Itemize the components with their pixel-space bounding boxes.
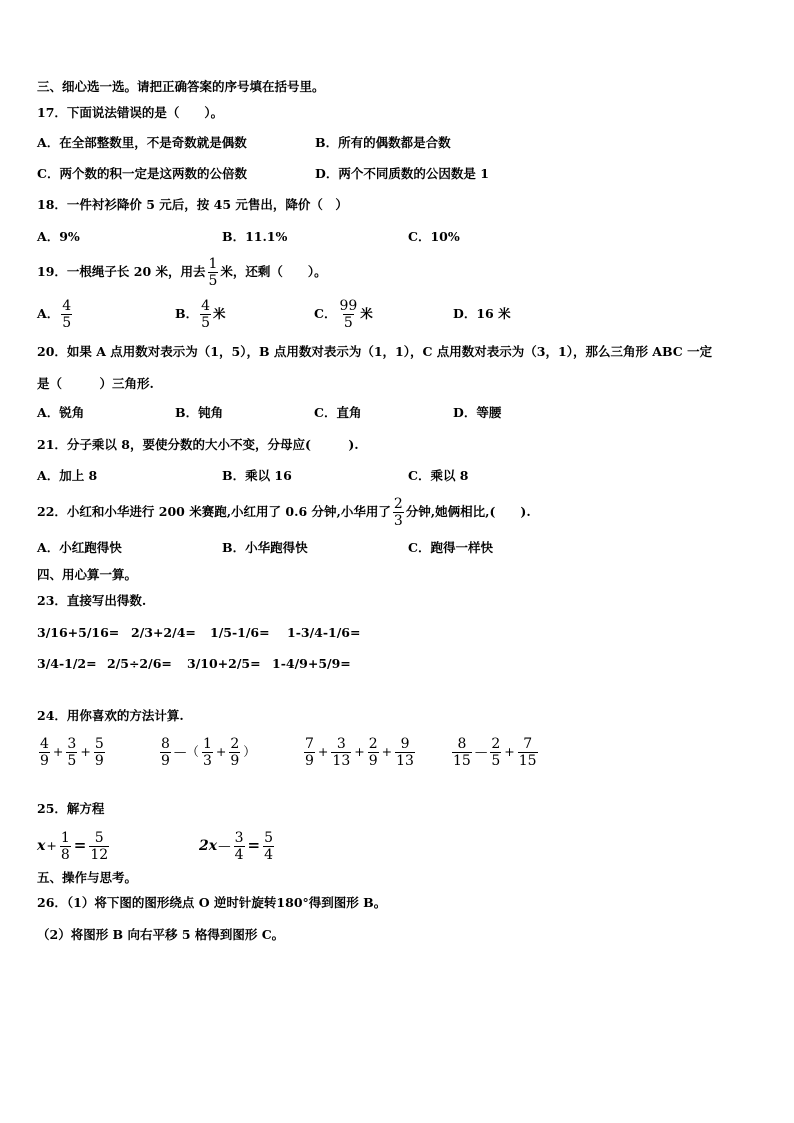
q18-option-c: C．10% <box>408 229 460 244</box>
q22-stem <box>37 495 531 529</box>
q21-option-c: C．乘以 8 <box>408 468 469 483</box>
q23-item: 3/16+5/16= <box>37 625 120 640</box>
fraction <box>66 737 77 768</box>
q24-expression-3 <box>302 733 417 771</box>
q22-fraction <box>393 497 404 528</box>
q17-option-c: C．两个数的积一定是这两数的公倍数 <box>37 166 247 181</box>
fraction <box>368 737 379 768</box>
fraction-denominator: 15 <box>518 753 537 769</box>
q19-stem <box>37 255 327 289</box>
q22-text-pre: 22．小红和小华进行 200 米赛跑,小红用了 0.6 分钟,小华用了 <box>37 504 391 519</box>
q21-option-a: A．加上 8 <box>37 468 98 483</box>
section-5-heading: 五、操作与思考。 <box>37 870 138 885</box>
operator: + <box>504 744 515 759</box>
fraction <box>160 737 171 768</box>
q23-item: 2/5÷2/6= <box>107 656 172 671</box>
fraction-numerator: 8 <box>161 736 170 752</box>
q19-option-d: D．16 米 <box>453 306 511 321</box>
q17-option-b: B．所有的偶数都是合数 <box>315 135 451 150</box>
q20-option-d: D．等腰 <box>453 405 502 420</box>
q17-stem: 17．下面说法错误的是（ ）。 <box>37 105 224 120</box>
q20-stem-line-1: 20．如果 A 点用数对表示为（1，5），B 点用数对表示为（1，1），C 点用数对表示为（3，1），那么三角形 ABC 一定 <box>37 344 713 359</box>
q19-option-b <box>175 297 226 331</box>
q20-option-c: C．直角 <box>314 405 362 420</box>
fraction-numerator: 5 <box>94 830 104 846</box>
fraction <box>94 737 105 768</box>
fraction-denominator: 9 <box>161 753 170 769</box>
q24-expression-1 <box>37 733 107 771</box>
fraction-denominator: 5 <box>62 315 72 331</box>
operator: + <box>317 744 329 759</box>
fraction <box>202 737 213 768</box>
operator: + <box>215 744 227 759</box>
fraction-denominator: 5 <box>491 753 501 769</box>
section-4-heading: 四、用心算一算。 <box>37 567 138 582</box>
q23-item: 3/4-1/2= <box>37 656 97 671</box>
fraction-numerator: 99 <box>339 298 358 314</box>
q25-equation-1 <box>37 826 111 865</box>
fraction-denominator: 15 <box>453 753 471 769</box>
q23-item: 1-3/4-1/6= <box>287 625 361 640</box>
q23-item: 1/5-1/6= <box>210 625 270 640</box>
q19-fraction-numerator: 1 <box>208 256 218 272</box>
fraction-numerator: 1 <box>202 736 212 752</box>
q19-option-b-unit: 米 <box>213 306 226 321</box>
q19-option-b-label: B． <box>175 306 199 321</box>
operator: + <box>80 744 91 759</box>
equals-sign: = <box>247 836 261 854</box>
fraction <box>263 831 274 862</box>
fraction-numerator: 2 <box>368 736 378 752</box>
q20-option-b: B．钝角 <box>175 405 224 420</box>
fraction-numerator: 8 <box>457 736 467 752</box>
fraction <box>304 737 315 768</box>
fraction-numerator: 7 <box>523 736 533 752</box>
fraction-denominator: 3 <box>202 753 212 769</box>
q19-option-a <box>37 297 74 331</box>
fraction <box>89 831 109 862</box>
fraction-denominator: 4 <box>264 847 274 863</box>
fraction-denominator: 9 <box>40 753 49 769</box>
fraction-numerator: 7 <box>305 736 314 752</box>
fraction <box>229 737 240 768</box>
q19-option-c-unit: 米 <box>360 306 373 321</box>
fraction-denominator: 8 <box>60 847 70 863</box>
q19-fraction <box>208 257 219 288</box>
q19-option-a-label: A． <box>37 306 60 321</box>
q20-option-a: A．锐角 <box>37 405 85 420</box>
operator: ） <box>243 744 256 759</box>
q24-expression-2 <box>158 733 257 771</box>
fraction-numerator: 1 <box>60 830 70 846</box>
q26-line-2: （2）将图形 B 向右平移 5 格得到图形 C。 <box>37 927 285 942</box>
fraction-numerator: 5 <box>264 830 274 846</box>
q26-line-1: 26．（1）将下图的图形绕点 O 逆时针旋转180°得到图形 B。 <box>37 895 387 910</box>
operator: —（ <box>173 744 199 759</box>
q18-stem: 18．一件衬衫降价 5 元后，按 45 元售出，降价（ ） <box>37 197 348 212</box>
operator: — <box>474 744 488 759</box>
fraction-denominator: 5 <box>343 315 353 331</box>
q24-stem: 24．用你喜欢的方法计算. <box>37 708 184 723</box>
fraction-denominator: 9 <box>368 753 378 769</box>
fraction <box>518 737 538 768</box>
q21-stem: 21．分子乘以 8，要使分数的大小不变，分母应( ). <box>37 437 359 452</box>
fraction-numerator: 9 <box>400 736 410 752</box>
operator: + <box>52 744 64 759</box>
q19-text-post: 米，还剩（ ）。 <box>220 264 327 279</box>
q23-item: 3/10+2/5= <box>187 656 261 671</box>
fraction <box>395 737 415 768</box>
q17-option-a: A．在全部整数里，不是奇数就是偶数 <box>37 135 247 150</box>
q23-stem: 23．直接写出得数. <box>37 593 147 608</box>
fraction-denominator: 12 <box>90 847 109 863</box>
fraction-numerator: 4 <box>201 298 210 314</box>
fraction <box>452 737 472 768</box>
q21-option-b: B．乘以 16 <box>222 468 292 483</box>
variable: x <box>37 838 46 854</box>
fraction-denominator: 9 <box>94 753 104 769</box>
fraction-numerator: 2 <box>491 736 501 752</box>
q19-option-c-label: C． <box>314 306 337 321</box>
fraction-numerator: 2 <box>230 736 240 752</box>
q25-stem: 25．解方程 <box>37 801 105 816</box>
fraction-numerator: 3 <box>336 736 346 752</box>
operator: + <box>354 744 365 759</box>
q18-option-b: B．11.1% <box>222 229 288 244</box>
q23-item: 1-4/9+5/9= <box>272 656 351 671</box>
equals-sign: = <box>73 836 87 854</box>
q22-text-post: 分钟,她俩相比,( ). <box>405 504 531 519</box>
q23-item: 2/3+2/4= <box>131 625 196 640</box>
variable: 2x <box>199 838 218 854</box>
fraction-numerator: 3 <box>234 830 244 846</box>
operator: + <box>381 744 393 759</box>
fraction-denominator: 13 <box>396 753 414 769</box>
fraction-numerator: 5 <box>94 736 104 752</box>
q24-expression-4 <box>450 733 540 771</box>
q18-option-a: A．9% <box>37 229 80 244</box>
fraction-denominator: 9 <box>305 753 314 769</box>
fraction-numerator: 4 <box>62 298 72 314</box>
q19-fraction-denominator: 5 <box>208 273 218 289</box>
q17-option-d: D．两个不同质数的公因数是 1 <box>315 166 489 181</box>
fraction <box>234 831 245 862</box>
q19-option-b-fraction <box>200 299 211 330</box>
operator: + <box>46 838 57 853</box>
fraction <box>490 737 501 768</box>
q22-option-c: C．跑得一样快 <box>408 540 493 555</box>
q20-stem-line-2: 是（ ）三角形. <box>37 376 154 391</box>
q19-option-c <box>314 297 373 331</box>
q19-text-pre: 19．一根绳子长 20 米，用去 <box>37 264 206 279</box>
fraction-denominator: 5 <box>67 753 77 769</box>
q22-fraction-numerator: 2 <box>393 496 403 512</box>
q22-option-a: A．小红跑得快 <box>37 540 122 555</box>
fraction-denominator: 9 <box>230 753 240 769</box>
operator: — <box>218 838 231 853</box>
fraction-denominator: 13 <box>332 753 351 769</box>
q25-equation-2 <box>199 826 276 865</box>
q19-option-c-fraction <box>338 299 358 330</box>
fraction-numerator: 3 <box>67 736 77 752</box>
q22-fraction-denominator: 3 <box>393 513 403 529</box>
section-3-heading: 三、细心选一选。请把正确答案的序号填在括号里。 <box>37 79 325 94</box>
q22-option-b: B．小华跑得快 <box>222 540 308 555</box>
fraction <box>331 737 351 768</box>
fraction <box>60 831 71 862</box>
fraction-denominator: 4 <box>234 847 244 863</box>
q19-option-a-fraction <box>61 299 72 330</box>
fraction <box>39 737 50 768</box>
fraction-numerator: 4 <box>40 736 49 752</box>
fraction-denominator: 5 <box>201 315 210 331</box>
